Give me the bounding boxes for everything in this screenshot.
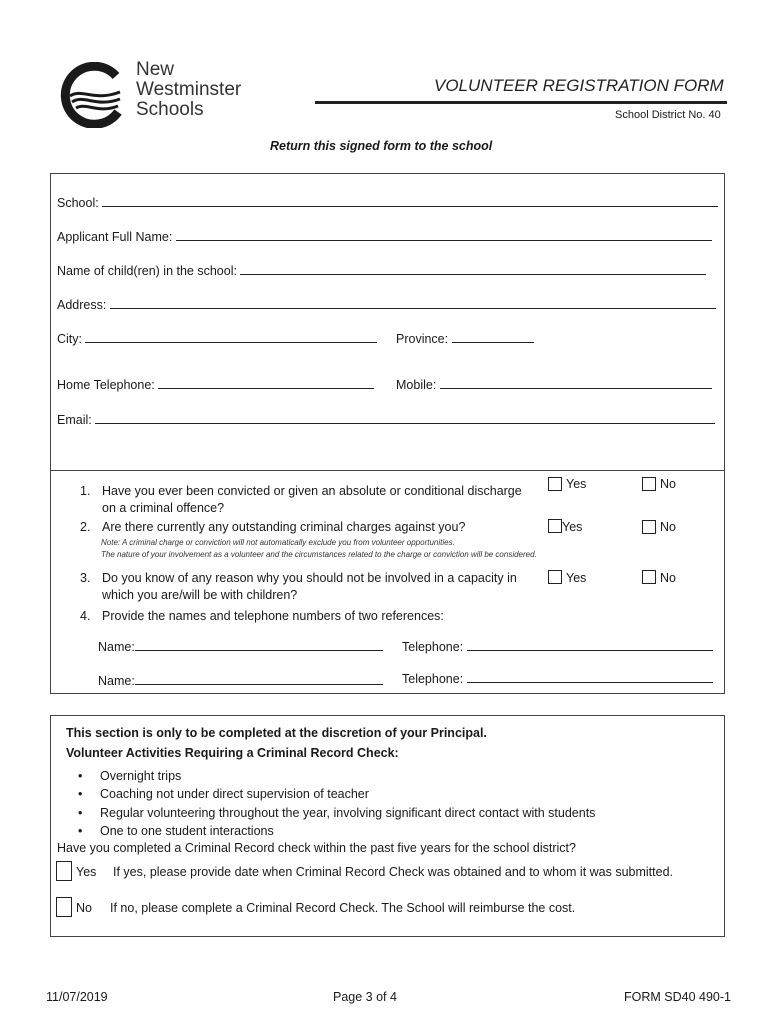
ref2-name-label: Name:	[98, 674, 135, 688]
city-field[interactable]	[57, 330, 377, 346]
children-field[interactable]	[57, 262, 706, 278]
full-name-input-line[interactable]	[176, 228, 712, 241]
province-field[interactable]	[396, 330, 534, 346]
note-line2: The nature of your involvement as a volunteer and the circumstances related to the charge or conviction will be considered.	[101, 550, 537, 559]
children-input-line[interactable]	[240, 262, 706, 275]
city-label: City:	[57, 332, 82, 346]
address-input-line[interactable]	[110, 296, 716, 309]
home-phone-field[interactable]	[57, 376, 374, 392]
ref1-name-field[interactable]	[98, 638, 383, 654]
q3-number: 3.	[80, 571, 91, 585]
q2-yes-checkbox[interactable]	[548, 519, 562, 533]
home-phone-input-line[interactable]	[158, 376, 374, 389]
logo	[60, 59, 260, 128]
note-line1: Note: A criminal charge or conviction will not automatically exclude you from volunteer opportunities.	[101, 538, 455, 547]
full-name-field[interactable]	[57, 228, 712, 244]
crc-no-label: No	[76, 901, 92, 915]
footer-page-number: Page 3 of 4	[333, 990, 397, 1004]
crc-question: Have you completed a Criminal Record check within the past five years for the school district?	[57, 841, 576, 855]
q1-yes-label: Yes	[566, 477, 587, 491]
mobile-field[interactable]	[396, 376, 712, 392]
email-field[interactable]	[57, 411, 715, 427]
q2-yes-label: Yes	[562, 520, 583, 534]
q2-text: Are there currently any outstanding criminal charges against you?	[102, 520, 466, 534]
crc-no-checkbox[interactable]	[56, 897, 72, 917]
principal-intro: This section is only to be completed at the discretion of your Principal.	[66, 726, 487, 740]
title-rule	[315, 101, 727, 104]
footer-date: 11/07/2019	[46, 990, 108, 1004]
q3-yes-label: Yes	[566, 571, 587, 585]
email-input-line[interactable]	[95, 411, 715, 424]
bullet-icon: •	[78, 823, 83, 838]
ref1-name-input-line[interactable]	[135, 638, 383, 651]
school-input-line[interactable]	[102, 194, 718, 207]
bullet-icon: •	[78, 805, 83, 820]
crc-yes-checkbox[interactable]	[56, 861, 72, 881]
activities-heading: Volunteer Activities Requiring a Criminal Record Check:	[66, 746, 399, 760]
logo-mark-icon	[60, 62, 126, 128]
children-label: Name of child(ren) in the school:	[57, 264, 237, 278]
home-phone-label: Home Telephone:	[57, 378, 155, 392]
bullet-icon: •	[78, 787, 83, 802]
list-item: • Coaching not under direct supervision of teacher	[78, 785, 595, 803]
q4-number: 4.	[80, 609, 91, 623]
q1-no-label: No	[660, 477, 676, 491]
list-item: • One to one student interactions	[78, 822, 595, 840]
q4-text: Provide the names and telephone numbers of two references:	[102, 609, 444, 623]
footer-form-number: FORM SD40 490-1	[624, 990, 731, 1004]
q3-no-label: No	[660, 571, 676, 585]
logo-text-schools: Schools	[136, 99, 204, 120]
crc-yes-label: Yes	[76, 865, 97, 879]
ref1-phone-input-line[interactable]	[467, 638, 713, 651]
ref1-phone-label: Telephone:	[402, 640, 464, 654]
list-item: • Overnight trips	[78, 767, 595, 785]
ref2-phone-field[interactable]	[402, 670, 713, 686]
form-title: VOLUNTEER REGISTRATION FORM	[434, 76, 724, 95]
q1-no-checkbox[interactable]	[642, 477, 656, 491]
district-name: School District No. 40	[615, 109, 721, 121]
mobile-input-line[interactable]	[440, 376, 712, 389]
ref2-phone-input-line[interactable]	[467, 670, 713, 683]
q1-number: 1.	[80, 484, 91, 498]
q3-text-line2: which you are/will be with children?	[102, 588, 298, 602]
ref2-phone-label: Telephone:	[402, 672, 464, 686]
province-input-line[interactable]	[452, 330, 534, 343]
q1-text-line2: on a criminal offence?	[102, 501, 225, 515]
logo-text-new: New	[136, 59, 175, 80]
address-field[interactable]	[57, 296, 716, 312]
crc-yes-text: If yes, please provide date when Criminal Record Check was obtained and to whom it was submitted.	[113, 865, 674, 879]
q2-no-label: No	[660, 520, 676, 534]
q2-number: 2.	[80, 520, 91, 534]
school-label: School:	[57, 196, 99, 210]
ref2-name-input-line[interactable]	[135, 672, 383, 685]
logo-text-westminster: Westminster	[136, 79, 242, 100]
return-instruction: Return this signed form to the school	[270, 139, 493, 153]
bullet-icon: •	[78, 769, 83, 783]
full-name-label: Applicant Full Name:	[57, 230, 173, 244]
q3-no-checkbox[interactable]	[642, 570, 656, 584]
section-divider	[50, 470, 725, 471]
ref2-name-field[interactable]	[98, 672, 383, 688]
address-label: Address:	[57, 298, 107, 312]
q2-no-checkbox[interactable]	[642, 520, 656, 534]
q1-text-line1: Have you ever been convicted or given an absolute or conditional discharge	[102, 484, 522, 498]
province-label: Province:	[396, 332, 449, 346]
q3-yes-checkbox[interactable]	[548, 570, 562, 584]
q3-text-line1: Do you know of any reason why you should not be involved in a capacity in	[102, 571, 517, 585]
city-input-line[interactable]	[85, 330, 377, 343]
ref1-name-label: Name:	[98, 640, 135, 654]
school-field[interactable]	[57, 194, 718, 210]
crc-no-text: If no, please complete a Criminal Record Check. The School will reimburse the cost.	[110, 901, 576, 915]
mobile-label: Mobile:	[396, 378, 437, 392]
email-label: Email:	[57, 413, 92, 427]
q1-yes-checkbox[interactable]	[548, 477, 562, 491]
activities-list	[78, 767, 595, 840]
ref1-phone-field[interactable]	[402, 638, 713, 654]
list-item: • Regular volunteering throughout the year, involving significant direct contact with students	[78, 804, 595, 822]
